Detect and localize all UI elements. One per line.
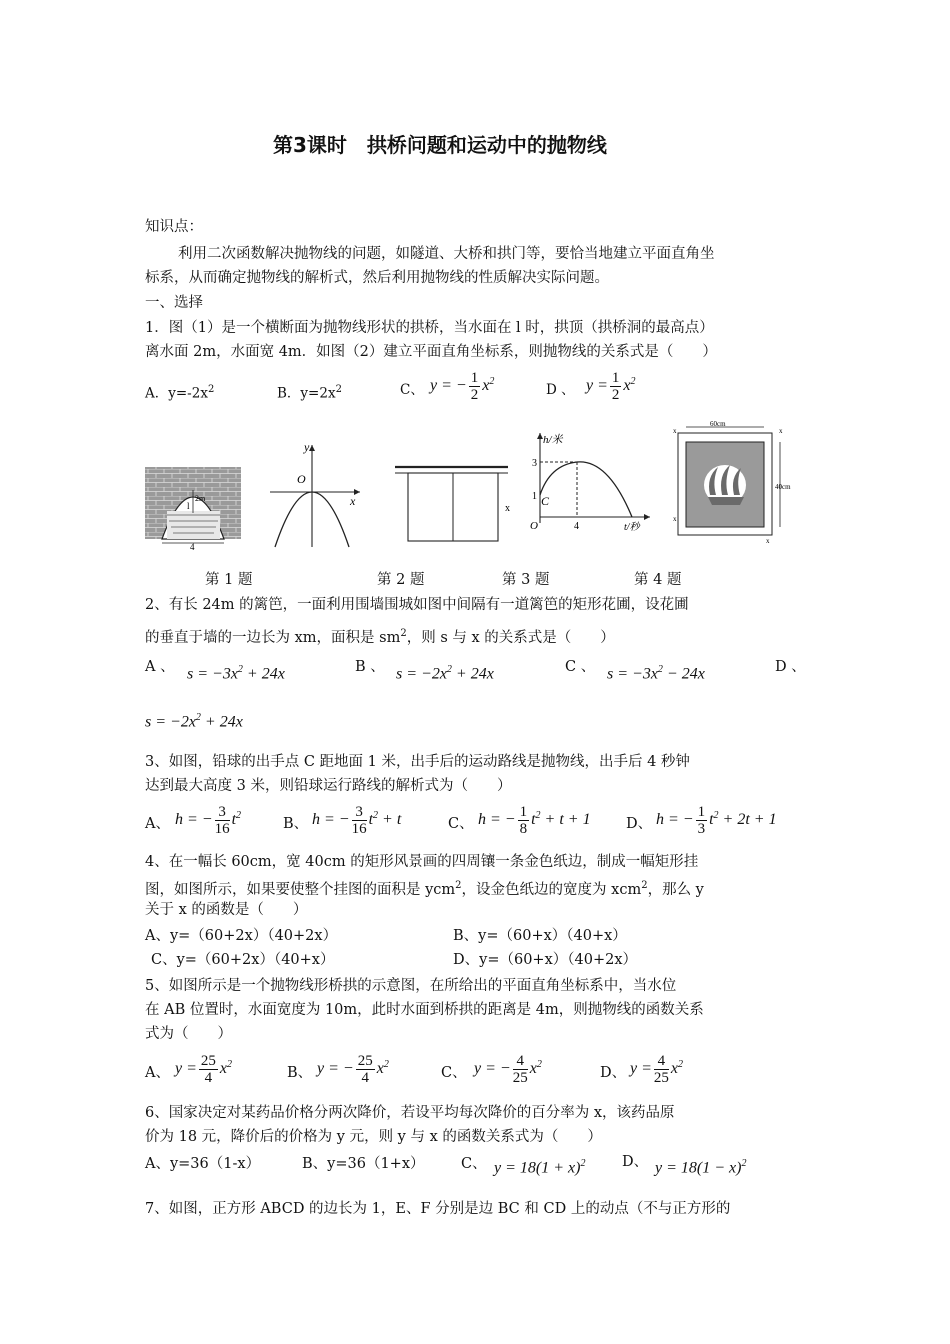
q5-line-3: 式为（ ） — [145, 1026, 232, 1042]
figure-shot-put — [530, 433, 650, 533]
q6-option-b: B、y=36（1+x） — [302, 1156, 425, 1172]
q6-option-a: A、y=36（1-x） — [145, 1156, 261, 1172]
q4-line-1: 4、在一幅长 60cm，宽 40cm 的矩形风景画的四周镶一条金色纸边，制成一幅矩形挂 — [145, 854, 699, 870]
svg-text:h/米: h/米 — [543, 434, 563, 446]
q5-line-1: 5、如图所示是一个抛物线形桥拱的示意图，在所给出的平面直角坐标系中，当水位 — [145, 978, 677, 994]
svg-text:x: x — [766, 537, 770, 545]
q3-option-c: h = − $\frac{1}{8}$ $t^2 + t + 1$ — [478, 804, 591, 837]
q6-option-d-label: D、 — [622, 1154, 649, 1170]
q1-line-1: 1．图（1）是一个横断面为抛物线形状的拱桥，当水面在 l 时，拱顶（拱桥洞的最高点） — [145, 320, 714, 336]
caption-q3: 第 3 题 — [502, 572, 550, 588]
q1-option-d-label: D 、 — [546, 382, 575, 398]
q6-option-c: $y = 18(1 + x)^2$ — [494, 1158, 586, 1177]
svg-text:x: x — [350, 494, 356, 508]
svg-text:C: C — [541, 494, 550, 508]
q5-option-c: y = − $\frac{4}{25}$ $x^2$ — [474, 1053, 542, 1086]
q6-option-c-label: C、 — [461, 1156, 487, 1172]
svg-text:y: y — [304, 440, 310, 454]
q6-option-d: $y = 18(1 - x)^2$ — [655, 1158, 747, 1177]
figure-arch-bridge — [145, 467, 241, 550]
svg-text:x: x — [673, 515, 677, 523]
figure-parabola-axes — [270, 440, 360, 547]
svg-text:x: x — [779, 427, 783, 435]
q3-option-c-label: C、 — [448, 816, 474, 832]
q2-option-d: $s = -2x^2 + 24x$ — [145, 712, 243, 731]
svg-text:x: x — [505, 503, 510, 514]
q5-line-2: 在 AB 位置时，水面宽度为 10m，此时水面到桥拱的距离是 4m，则抛物线的函数关系 — [145, 1002, 704, 1018]
q1-option-d-formula: y = $\frac{1}{2}$ $x^2$ — [586, 370, 636, 403]
svg-text:4: 4 — [574, 521, 579, 532]
q1-line-2: 离水面 2m，水面宽 4m．如图（2）建立平面直角坐标系，则抛物线的关系式是（ ） — [145, 344, 717, 360]
page-title: 第3课时 拱桥问题和运动中的抛物线 — [273, 133, 607, 157]
q4-line-2: 图，如图所示，如果要使整个挂图的面积是 ycm$^2$，设金色纸边的宽度为 xcm$^2$，那么 y — [145, 880, 704, 898]
q3-line-2: 达到最大高度 3 米，则铅球运行路线的解析式为（ ） — [145, 778, 512, 794]
q3-option-a-label: A、 — [145, 816, 170, 832]
q5-option-b-label: B、 — [287, 1065, 313, 1081]
section-heading: 一、选择 — [145, 295, 203, 311]
caption-q4: 第 4 题 — [634, 572, 682, 588]
q3-option-b-label: B、 — [283, 816, 309, 832]
q2-line-1: 2、有长 24m 的篱笆，一面利用围墙围城如图中间隔有一道篱笆的矩形花圃，设花圃 — [145, 597, 689, 613]
svg-text:t/秒: t/秒 — [624, 522, 640, 533]
q5-option-a: y = $\frac{25}{4}$ $x^2$ — [175, 1053, 233, 1086]
q3-option-a: h = − $\frac{3}{16}$ $t^2$ — [175, 804, 242, 837]
caption-q1: 第 1 题 — [205, 572, 253, 588]
knowledge-line-1: 利用二次函数解决抛物线的问题，如隧道、大桥和拱门等，要恰当地建立平面直角坐 — [178, 246, 715, 262]
q6-line-1: 6、国家决定对某药品价格分两次降价，若设平均每次降价的百分率为 x，该药品原 — [145, 1105, 675, 1121]
q5-option-d-label: D、 — [600, 1065, 627, 1081]
svg-text:4: 4 — [190, 542, 195, 550]
q2-option-a-label: A 、 — [145, 659, 175, 675]
caption-q2: 第 2 题 — [377, 572, 425, 588]
q4-line-3: 关于 x 的函数是（ ） — [145, 902, 308, 918]
figures-row — [140, 415, 820, 550]
q2-option-b: $s = -2x^2 + 24x$ — [396, 664, 494, 683]
q1-option-b: B．$y=2x^2$ — [277, 384, 342, 402]
q4-option-c: C、y=（60+2x）（40+x） — [151, 952, 335, 968]
svg-text:60cm: 60cm — [710, 420, 726, 428]
q3-option-b: h = − $\frac{3}{16}$ $t^2 + t$ — [312, 804, 402, 837]
q5-option-b: y = − $\frac{25}{4}$ $x^2$ — [317, 1053, 389, 1086]
svg-text:l: l — [187, 501, 190, 511]
q2-option-b-label: B 、 — [355, 659, 385, 675]
svg-text:3: 3 — [532, 458, 537, 469]
svg-text:1: 1 — [532, 491, 537, 502]
q7-line-1: 7、如图，正方形 ABCD 的边长为 1，E、F 分别是边 BC 和 CD 上的动点（不与正方形的 — [145, 1201, 731, 1217]
q2-option-c-label: C 、 — [565, 659, 596, 675]
knowledge-heading: 知识点： — [145, 219, 203, 235]
q1-option-c-formula: y = − $\frac{1}{2}$ $x^2$ — [430, 370, 495, 403]
svg-text:2m: 2m — [195, 494, 206, 503]
q1-option-c-label: C、 — [400, 382, 424, 398]
figure-fence-rectangle — [395, 467, 510, 541]
q2-line-2: 的垂直于墙的一边长为 xm，面积是 $sm^2$，则 s 与 x 的关系式是（ ） — [145, 628, 615, 646]
svg-text:x: x — [673, 427, 677, 435]
q5-option-c-label: C、 — [441, 1065, 467, 1081]
q3-option-d-label: D、 — [626, 816, 653, 832]
q3-option-d: h = − $\frac{1}{3}$ $t^2 + 2t + 1$ — [656, 804, 777, 837]
q4-option-d: D、y=（60+x）（40+2x） — [453, 952, 637, 968]
figure-framed-picture — [673, 420, 791, 545]
q6-line-2: 价为 18 元，降价后的价格为 y 元，则 y 与 x 的函数关系式为（ ） — [145, 1129, 602, 1145]
q2-option-d-label: D 、 — [775, 659, 806, 675]
svg-text:40cm: 40cm — [775, 483, 791, 491]
q2-option-c: $s = -3x^2 - 24x$ — [607, 664, 705, 683]
q3-line-1: 3、如图，铅球的出手点 C 距地面 1 米，出手后的运动路线是抛物线，出手后 4 秒钟 — [145, 754, 690, 770]
q5-option-a-label: A、 — [145, 1065, 170, 1081]
q4-option-b: B、y=（60+x）（40+x） — [453, 928, 627, 944]
q5-option-d: y = $\frac{4}{25}$ $x^2$ — [630, 1053, 684, 1086]
knowledge-line-2: 标系，从而确定抛物线的解析式，然后利用抛物线的性质解决实际问题。 — [145, 270, 609, 286]
svg-text:O: O — [297, 472, 306, 486]
svg-text:O: O — [530, 520, 538, 532]
q4-option-a: A、y=（60+2x）（40+2x） — [145, 928, 338, 944]
q2-option-a: $s = -3x^2 + 24x$ — [187, 664, 285, 683]
q1-option-a: A．$y=-2x^2$ — [145, 384, 215, 402]
